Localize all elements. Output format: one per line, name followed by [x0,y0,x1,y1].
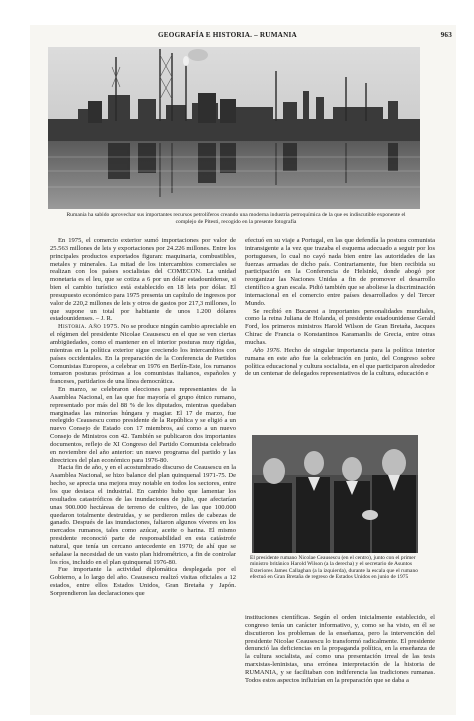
page-header [30,31,456,43]
paragraph: En 1975, el comercio exterior sumó importaciones por valor de 25.563 millones de leis y exportaciones por 24.226 millones. Entre los principales productos exportados figuran: maquinaria, combustibles, metales y minerales. La mitad de los intercambios comerciales se realizan con los países socialistas del COMECON. La unidad monetaria es el leu, que se cotiza a 6 por un dólar estadounidense, si bien el cambio turístico está establecido en 18 leis por dólar. El presupuesto económico para 1975 presenta un capítulo de ingresos por valor de 220,2 millones de leis y otros de gastos por 217,3 millones, lo que supone un total por habitante de unos 1.200 dólares estadounidenses. – J. R. [50,237,236,323]
paragraph: instituciones científicas. Según el orden inicialmente establecido, el congreso tenía un carácter informativo, y, como se ha visto, en él se discutieron los problemas de la enseñanza, pero la intervención del presidente Nicolae Ceausescu lo transformó radicalmente. El presidente denunció las deficiencias en la propaganda política, en la enseñanza de la cultura socialista, así como una presentación irreal de las tesis marxistas-leninistas, una errónea interpretación de la historia de RUMANIA, y se facilitaban con indiferencia las tradiciones rumanas. Todos estos aspectos influirían en la preparación que se daba a [245,614,435,684]
paragraph: Se recibió en Bucarest a importantes personalidades mundiales, como la reina Juliana de Holanda, el presidente estadounidense Gerald Ford, los primeros ministros Harold Wilson de Gran Bretaña, Jacques Chirac de Francia o Konstantinos Karamanlis de Grecia, entre otras muchas. [245,307,435,346]
section-lead: Año 1976. [253,346,282,354]
paragraph: Hacia fin de año, y en el acostumbrado discurso de Ceausescu en la Asamblea Nacional, se hizo balance del plan quinquenal 1971-75. De hecho, se aprecia una mejora muy notable en todos los sectores, entre los que destaca el industrial. En cambio hubo que lamentar los resultados catastróficos de las inundaciones de julio, que afectarían unas 900.000 hectáreas de terreno de cultivo, de las que 100.000 quedaron totalmente destruidas, y se perdieron miles de cabezas de ganado. Después de las inundaciones, faltaron algunos víveres en los mercados rumanos, tales como azúcar, aceite o harina. El mismo presidente reconoció parte de responsabilidad en esta catástrofe natural, que tenía un cercano antecedente en 1970; de ahí que se señalase la necesidad de un vasto plan hidrométrico, a fin de controlar los ríos, incluido en el plan quinquenal 1976-80. [50,464,236,566]
paragraph: Historia. Año 1975. No se produce ningún cambio apreciable en el régimen del presidente Nicolae Ceausescu en el que se ven ciertas ambigüedades, como el mantener en el interior posturas muy rígidas, mientras en la política exterior sigue creciendo los intercambios con países occidentales. En la preparación de la Conferencia de Partidos Comunistas Europeos, a celebrar en 1976 en Berlín-Este, los rumanos tomaron posturas próximas a los comunistas italianos, españoles y franceses, partidarios de una línea democrática. [50,323,236,386]
paragraph: Fue importante la actividad diplomática desplegada por el Gobierno, a lo largo del año. Ceausescu realizó visitas oficiales a 12 estados, entre ellos Estados Unidos, Gran Bretaña y Japón. Sorprendieron las declaraciones que [50,566,236,597]
photo-caption-politicians: El presidente rumano Nicolae Ceausescu (en el centro), junto con el primer ministro británico Harold Wilson (a la derecha) y el secretario de Asuntos Exteriores James Callaghan (a la izquierda), durante la escala que el rumano efectuó en Gran Bretaña de regreso de Estados Unidos en junio de 1975 [250,555,418,581]
paragraph: efectuó en su viaje a Portugal, en las que defendía la postura comunista intransigente a la vez que trazaba el esquema adecuado a seguir por los portugueses, lo cual no cayó nada bien entre las autoridades de las fuerzas armadas de dicho país. Contrariamente, fue bien recibida su participación en la Conferencia de Helsinki, donde abogó por reorganizar las Naciones Unidas a fin de promover el desarrollo científico a gran escala. Pidió también que se aboliese la discriminación internacional en el comercio entre países desarrollados y del Tercer Mundo. [245,237,435,307]
article-left-column [50,237,236,709]
article-right-column-bottom [245,614,435,711]
refinery-photo [48,47,420,209]
running-title: GEOGRAFÍA E HISTORIA. – RUMANIA [158,31,297,39]
section-lead: Historia. Año 1975. [58,323,120,331]
article-right-column-top [245,237,435,435]
photo-caption-refinery: Rumania ha sabido aprovechar sus importantes recursos petrolíferos creando una moderna industria petroquímica de la que es indiscutible exponente el complejo de Pitesti, recogido en la presente fotografía [66,212,406,225]
paragraph: En marzo, se celebraron elecciones para representantes de la Asamblea Nacional, en las que fue mayoría el grupo étnico rumano, representado por más del 88 % de los diputados, mientras quedaban marginadas las minorías húngara y magiar. El 17 de marzo, fue reelegido Ceausescu como presidente de la República y se eligió a un nuevo Consejo de Estado con 17 miembros, así como a un nuevo Consejo de Ministros con 42. También se publicaron dos importantes documentos, reflejo de XI Congreso del Partido Comunista celebrado en noviembre del año anterior: un nuevo programa del partido y las directrices del plan económico para 1976-80. [50,386,236,464]
politicians-photo [252,435,418,553]
page-number: 963 [440,31,452,39]
paragraph: Año 1976. Hecho de singular importancia para la política interior rumana en este año fue la celebración en junio, del Congreso sobre política educacional y cultura socialista, en el que participaron alrededor de un centenar de delegados representativos de la cultura, educación e [245,346,435,378]
magazine-page [30,25,456,715]
